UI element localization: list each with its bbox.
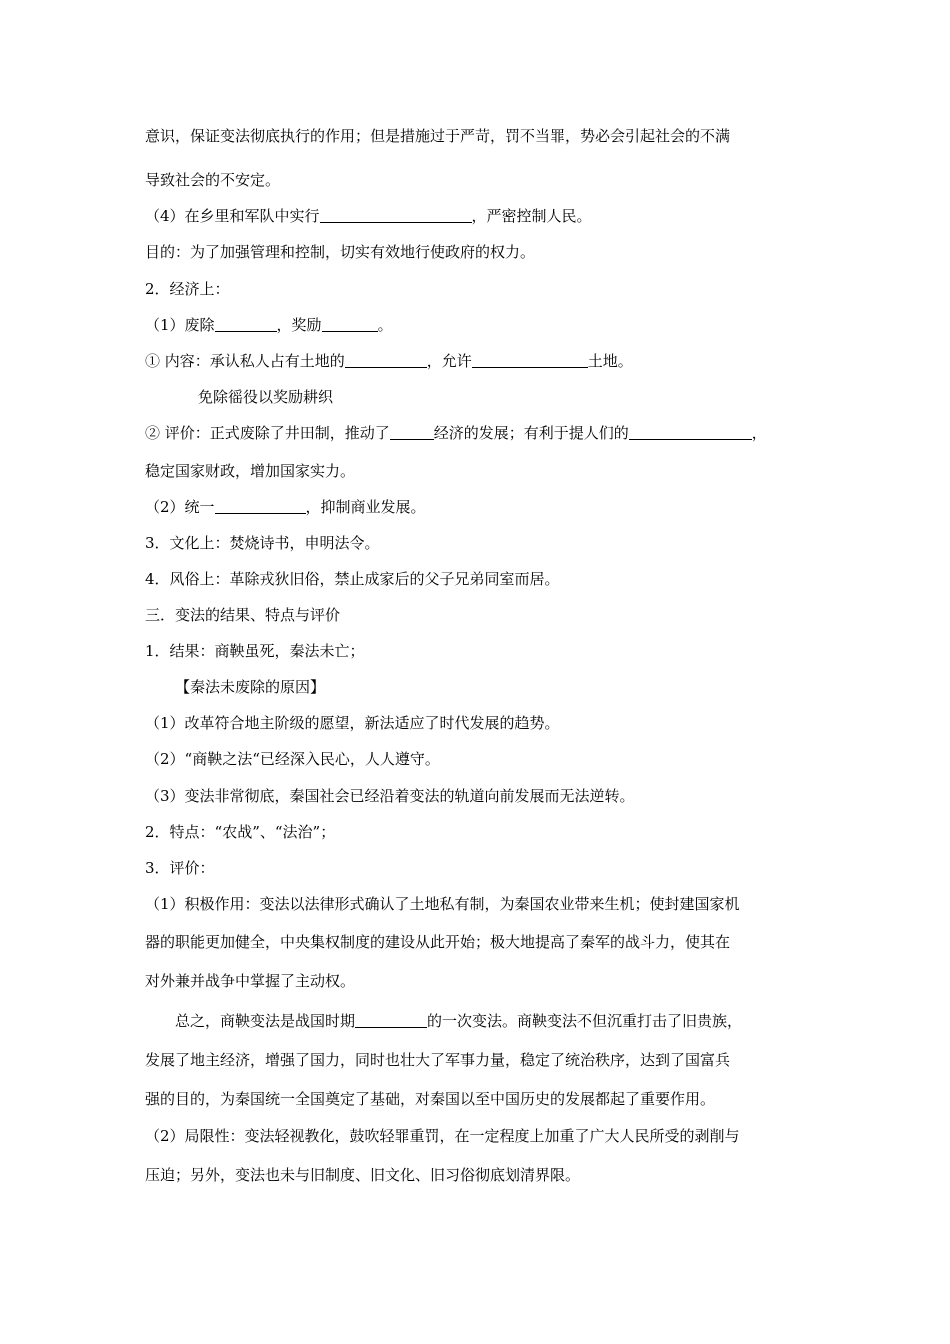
fill-blank[interactable] — [322, 316, 378, 332]
fill-blank[interactable] — [390, 424, 434, 440]
section-heading: 3．文化上：焚烧诗书，申明法令。 — [145, 534, 380, 552]
paragraph-line: 发展了地主经济，增强了国力，同时也壮大了军事力量，稳定了统治秩序，达到了国富兵 — [145, 1051, 731, 1069]
paragraph-line: 稳定国家财政，增加国家实力。 — [145, 462, 356, 480]
paragraph-line: 1．结果：商鞅虽死，秦法未亡； — [145, 642, 365, 660]
fill-blank[interactable] — [320, 207, 472, 223]
text-segment: ② 评价：正式废除了井田制，推动了 — [145, 424, 390, 442]
paragraph-line: （2）局限性：变法轻视教化，鼓吹轻罪重罚，在一定程度上加重了广大人民所受的剥削与 — [145, 1127, 740, 1145]
subheading: 【秦法未废除的原因】 — [175, 678, 326, 696]
fill-blank[interactable] — [629, 424, 752, 440]
fill-blank[interactable] — [472, 352, 588, 368]
text-segment: （2）统一 — [145, 498, 215, 516]
item-line — [145, 423, 767, 443]
text-segment: 的一次变法。商鞅变法不但沉重打击了旧贵族， — [427, 1012, 743, 1030]
paragraph-line: 免除徭役以奖励耕织 — [198, 388, 334, 406]
text-segment: （4）在乡里和军队中实行 — [145, 207, 320, 225]
text-segment: （1）废除 — [145, 316, 215, 334]
paragraph-line: 强的目的，为秦国统一全国奠定了基础，对秦国以至中国历史的发展都起了重要作用。 — [145, 1090, 716, 1108]
paragraph-line: （1）积极作用：变法以法律形式确认了土地私有制，为秦国农业带来生机；使封建国家机 — [145, 895, 740, 913]
item-line — [145, 206, 592, 226]
paragraph-line: （1）改革符合地主阶级的愿望，新法适应了时代发展的趋势。 — [145, 714, 560, 732]
paragraph-line: （2）“商鞅之法“已经深入民心，人人遵守。 — [145, 750, 440, 768]
paragraph-line: 意识，保证变法彻底执行的作用；但是措施过于严苛，罚不当罪，势必会引起社会的不满 — [145, 127, 731, 145]
fill-blank[interactable] — [345, 352, 427, 368]
text-segment: ，严密控制人民。 — [471, 207, 592, 225]
paragraph-line: 导致社会的不安定。 — [145, 171, 281, 189]
paragraph-line: 压迫；另外，变法也未与旧制度、旧文化、旧习俗彻底划清界限。 — [145, 1166, 581, 1184]
text-segment: ① 内容：承认私人占有土地的 — [145, 352, 345, 370]
paragraph-line: 3．评价： — [145, 859, 215, 877]
fill-blank[interactable] — [355, 1012, 427, 1028]
text-segment: ，允许 — [426, 352, 472, 370]
text-segment: 土地。 — [587, 352, 633, 370]
text-segment: ， — [751, 424, 767, 442]
paragraph-line: 对外兼并战争中掌握了主动权。 — [145, 972, 356, 990]
item-line — [145, 315, 393, 335]
item-line — [145, 497, 426, 517]
section-heading: 4．风俗上：革除戎狄旧俗，禁止成家后的父子兄弟同室而居。 — [145, 570, 560, 588]
text-segment: 总之，商鞅变法是战国时期 — [175, 1012, 356, 1030]
text-segment: ，奖励 — [276, 316, 322, 334]
item-line — [175, 1011, 742, 1031]
paragraph-line: 器的职能更加健全，中央集权制度的建设从此开始；极大地提高了秦军的战斗力，使其在 — [145, 933, 731, 951]
fill-blank[interactable] — [215, 316, 277, 332]
fill-blank[interactable] — [215, 498, 306, 514]
section-heading: 三．变法的结果、特点与评价 — [145, 606, 341, 624]
text-segment: ，抑制商业发展。 — [305, 498, 426, 516]
paragraph-line: （3）变法非常彻底，秦国社会已经沿着变法的轨道向前发展而无法逆转。 — [145, 787, 635, 805]
text-segment: 经济的发展；有利于提人们的 — [433, 424, 629, 442]
paragraph-line: 2．特点：“农战”、“法治”； — [145, 823, 336, 841]
item-line — [145, 351, 633, 371]
section-heading: 2．经济上： — [145, 280, 230, 298]
paragraph-line: 目的：为了加强管理和控制，切实有效地行使政府的权力。 — [145, 243, 536, 261]
text-segment: 。 — [377, 316, 393, 334]
